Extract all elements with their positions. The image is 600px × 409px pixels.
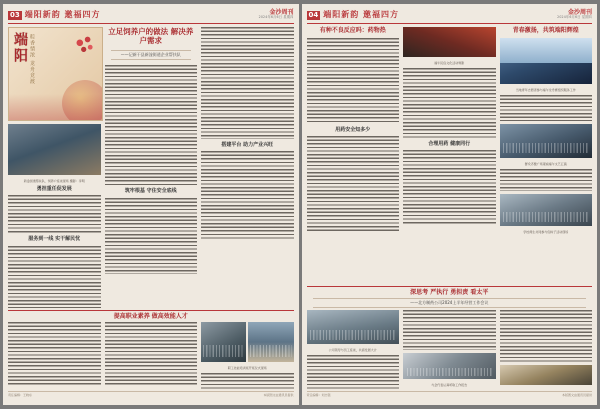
bottom-col-2-left [105,322,198,389]
masthead-left-group-right [307,9,400,20]
bottom-subhead-right: ——北方制药公司2024上半年经营工作会议 [313,298,587,308]
lead-body-col3 [201,27,294,139]
bottom-body-3-right [500,310,593,362]
bottom-col-1-left [8,322,101,389]
masthead-right-group [259,10,294,19]
bottom-col-1-right [307,310,400,389]
flower-icon [72,34,98,56]
bottom-photo-2-left [248,322,293,362]
feature-body-2 [500,169,593,191]
story-2-body [8,246,101,308]
footer-left [8,391,294,397]
feature-photo-mid [500,124,593,158]
lead-body-2-right [403,68,496,138]
bottom-headline-left: 提高职业素养 做高效能人才 [113,312,188,320]
page-right-columns [307,27,593,284]
feature-photo-bottom [500,194,593,226]
section-title: 端阳新韵 邀福四方 [24,9,101,19]
footer-editor-right: 责任编辑：刘志强 [306,393,331,397]
issue-date: 2024年6月6日 星期四 [557,14,592,19]
column-2-right [403,27,496,284]
bottom-columns-left [8,322,294,389]
festival-photo-right [403,27,496,57]
bottom-caption-right-right: 与会代表认真听取工作报告 [431,383,468,387]
column-1-right [307,27,400,284]
nameplate-subtitle: 粽香情浓 龙舟竞渡 [29,33,35,85]
feature-caption-top: 当地青年志愿者参与端午龙舟赛组织服务工作 [515,87,576,92]
column-3-left [201,27,294,308]
wave-decoration [9,94,102,120]
page-left [3,4,299,405]
story-1-body-right [307,136,400,232]
story-1-headline-right: 用药安全知多少 [335,126,371,133]
masthead-right [307,8,593,24]
bottom-caption-1-left: 职工技能培训班开班仪式现场 [227,366,267,370]
bottom-columns-right [307,310,593,389]
nameplate-title: 端阳 [12,31,28,64]
masthead-left [8,8,294,24]
column-3-right [500,27,593,284]
section-divider-right [307,286,593,287]
lead-body-col2 [105,65,198,185]
decorative-nameplate [8,27,103,122]
story-2-headline: 服务到一线 实干解民忧 [28,236,81,243]
bottom-col-3-right [500,310,593,389]
issue-date: 2024年6月6日 星期四 [258,14,294,19]
feature-caption-bottom: 学校师生共同参与包粽子活动现场 [523,229,569,234]
bottom-photo-pair-left [201,322,294,362]
story-2-body-right [403,150,496,224]
paper-name: 金沙周刊 [567,8,592,16]
page-right [302,4,598,405]
bottom-col-2-right [403,310,496,389]
lead-body-1-right [307,38,400,124]
story-3-body [105,198,198,274]
lead-headline-right: 有种不良反应吗：药物热 [319,27,386,34]
bottom-caption-left-right: 公司领导与员工座谈，共商发展大计 [328,348,377,352]
column-1-left [8,27,101,308]
bottom-body-2-right [403,310,496,350]
story-2-headline-right: 合理用药 健康同行 [428,141,471,147]
bottom-photo-3-right [500,365,593,385]
masthead-left-group [8,9,101,20]
footer-credit-left: 本版图文由通讯员提供 [263,393,294,397]
bottom-photo-1-left [201,322,246,362]
bottom-col-3-left [201,322,294,389]
feature-photo-top [500,38,593,84]
page-left-columns [8,27,294,308]
story-4-body [201,151,294,239]
page-number: 03 [10,10,20,19]
bottom-photo-2-right [403,353,496,379]
festival-photo-caption: 端午民俗文化活动剪影 [434,61,465,65]
footer-editor-left: 责任编辑：王晓东 [8,393,33,397]
bottom-body-1-right [307,355,400,389]
masthead-right-group-right [557,10,592,19]
paper-name: 金沙周刊 [269,8,294,16]
feature-body-1 [500,95,593,121]
lead-headline: 立足饲养户的做法 解决养户需求 [108,26,194,45]
lead-subhead: ——记新干县新淦街道企业帮扶队 [111,50,192,60]
page-number: 04 [308,11,319,19]
bottom-headline-right: 深思考 严执行 勇担责 看太平 [410,288,489,296]
bottom-story-left [8,313,294,390]
story-1-headline: 勇担重任促发展 [36,185,72,192]
story-3-headline: 筑牢根基 守住安全底线 [124,188,177,195]
story-1-body [8,195,101,234]
story-4-headline: 搭建平台 助力产业兴旺 [221,141,274,148]
bottom-body-3-left [201,373,294,389]
footer-credit-right: 本版图文由通讯员提供 [561,393,592,397]
bottom-photo-1-right [307,310,400,344]
feature-headline: 青春激扬，共筑端阳辉煌 [512,27,579,34]
lead-photo-portrait [8,124,101,174]
bottom-body-1-left [8,322,101,386]
bottom-story-right [307,289,593,390]
section-title: 端阳新韵 邀福四方 [323,10,400,19]
lead-photo-caption: 新淦街道帮扶队、饲养户座谈现场 摄影：李明 [23,178,85,183]
feature-caption-mid: 群众齐聚广场观看端午文艺汇演 [524,161,567,166]
section-divider-left [8,310,294,311]
bottom-body-2-left [105,322,198,386]
column-2-left [105,27,198,308]
footer-right [307,391,593,397]
